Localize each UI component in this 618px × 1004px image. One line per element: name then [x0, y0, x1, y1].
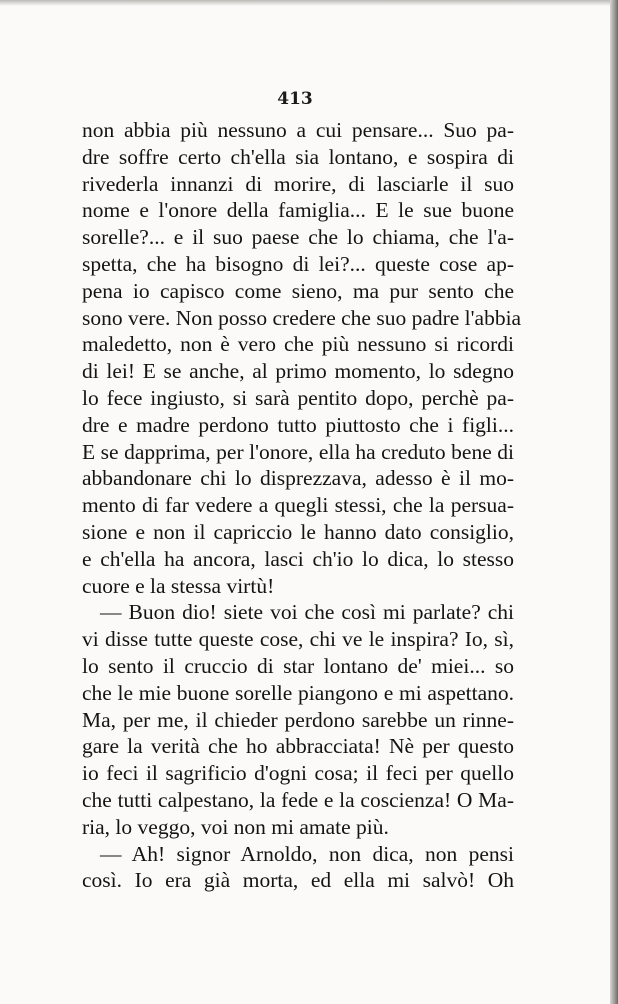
text-line: gare la verità che ho abbracciata! Nè per questo	[82, 734, 514, 759]
text-line: dre soffre certo ch'ella sia lontano, e sospira di	[82, 144, 514, 169]
text-line: cuore e la stessa virtù!	[82, 573, 275, 598]
text-line: spetta, che ha bisogno di lei?... queste cose ap-	[82, 251, 514, 276]
page-text-block	[82, 117, 522, 894]
text-line: abbandonare chi lo disprezzava, adesso è il mo-	[82, 466, 514, 491]
text-line: — Ah! signor Arnoldo, non dica, non pensi	[100, 841, 514, 866]
text-line: così. Io era già morta, ed ella mi salvò! Oh	[82, 868, 514, 893]
text-line: lo fece ingiusto, si sarà pentito dopo, perchè pa-	[82, 385, 514, 410]
text-line: nome e l'onore della famiglia... E le sue buone	[82, 198, 514, 223]
text-line: Ma, per me, il chieder perdono sarebbe un rinne-	[82, 707, 514, 732]
text-line: — Buon dio! siete voi che così mi parlate? chi	[100, 600, 514, 625]
text-line: dre e madre perdono tutto piuttosto che i figli...	[82, 412, 514, 437]
text-line: di lei! E se anche, al primo momento, lo sdegno	[82, 359, 514, 384]
text-line: E se dapprima, per l'onore, ella ha creduto bene di	[82, 439, 514, 464]
text-line: vi disse tutte queste cose, chi ve le inspira? Io, sì,	[82, 627, 514, 652]
text-line: rivederla innanzi di morire, di lasciarle il suo	[82, 171, 514, 196]
text-line: sono vere. Non posso credere che suo padre l'abbia	[82, 305, 522, 330]
text-line: sione e non il capriccio le hanno dato consiglio,	[82, 519, 514, 544]
page-number: 413	[277, 89, 313, 109]
text-line: non abbia più nessuno a cui pensare... Suo pa-	[82, 118, 514, 142]
text-line: lo sento il cruccio di star lontano de' miei... so	[82, 653, 514, 678]
page-edge-shadow	[610, 0, 618, 1004]
text-line: ria, lo veggo, voi non mi amate più.	[82, 814, 389, 839]
text-line: maledetto, non è vero che più nessuno si ricordi	[82, 332, 514, 357]
text-line: io feci il sagrificio d'ogni cosa; il feci per quello	[82, 761, 514, 786]
text-line: pena io capisco come sieno, ma pur sento che	[82, 278, 514, 303]
text-line: che tutti calpestano, la fede e la coscienza! O Ma-	[82, 787, 514, 812]
text-line: che le mie buone sorelle piangono e mi aspettano.	[82, 680, 514, 705]
text-line: e ch'ella ha ancora, lasci ch'io lo dica, lo stesso	[82, 546, 514, 571]
page-top-shadow	[0, 0, 618, 6]
text-line: sorelle?... e il suo paese che lo chiama, che l'a-	[82, 225, 514, 250]
text-line: mento di far vedere a quegli stessi, che la persua-	[82, 493, 514, 518]
